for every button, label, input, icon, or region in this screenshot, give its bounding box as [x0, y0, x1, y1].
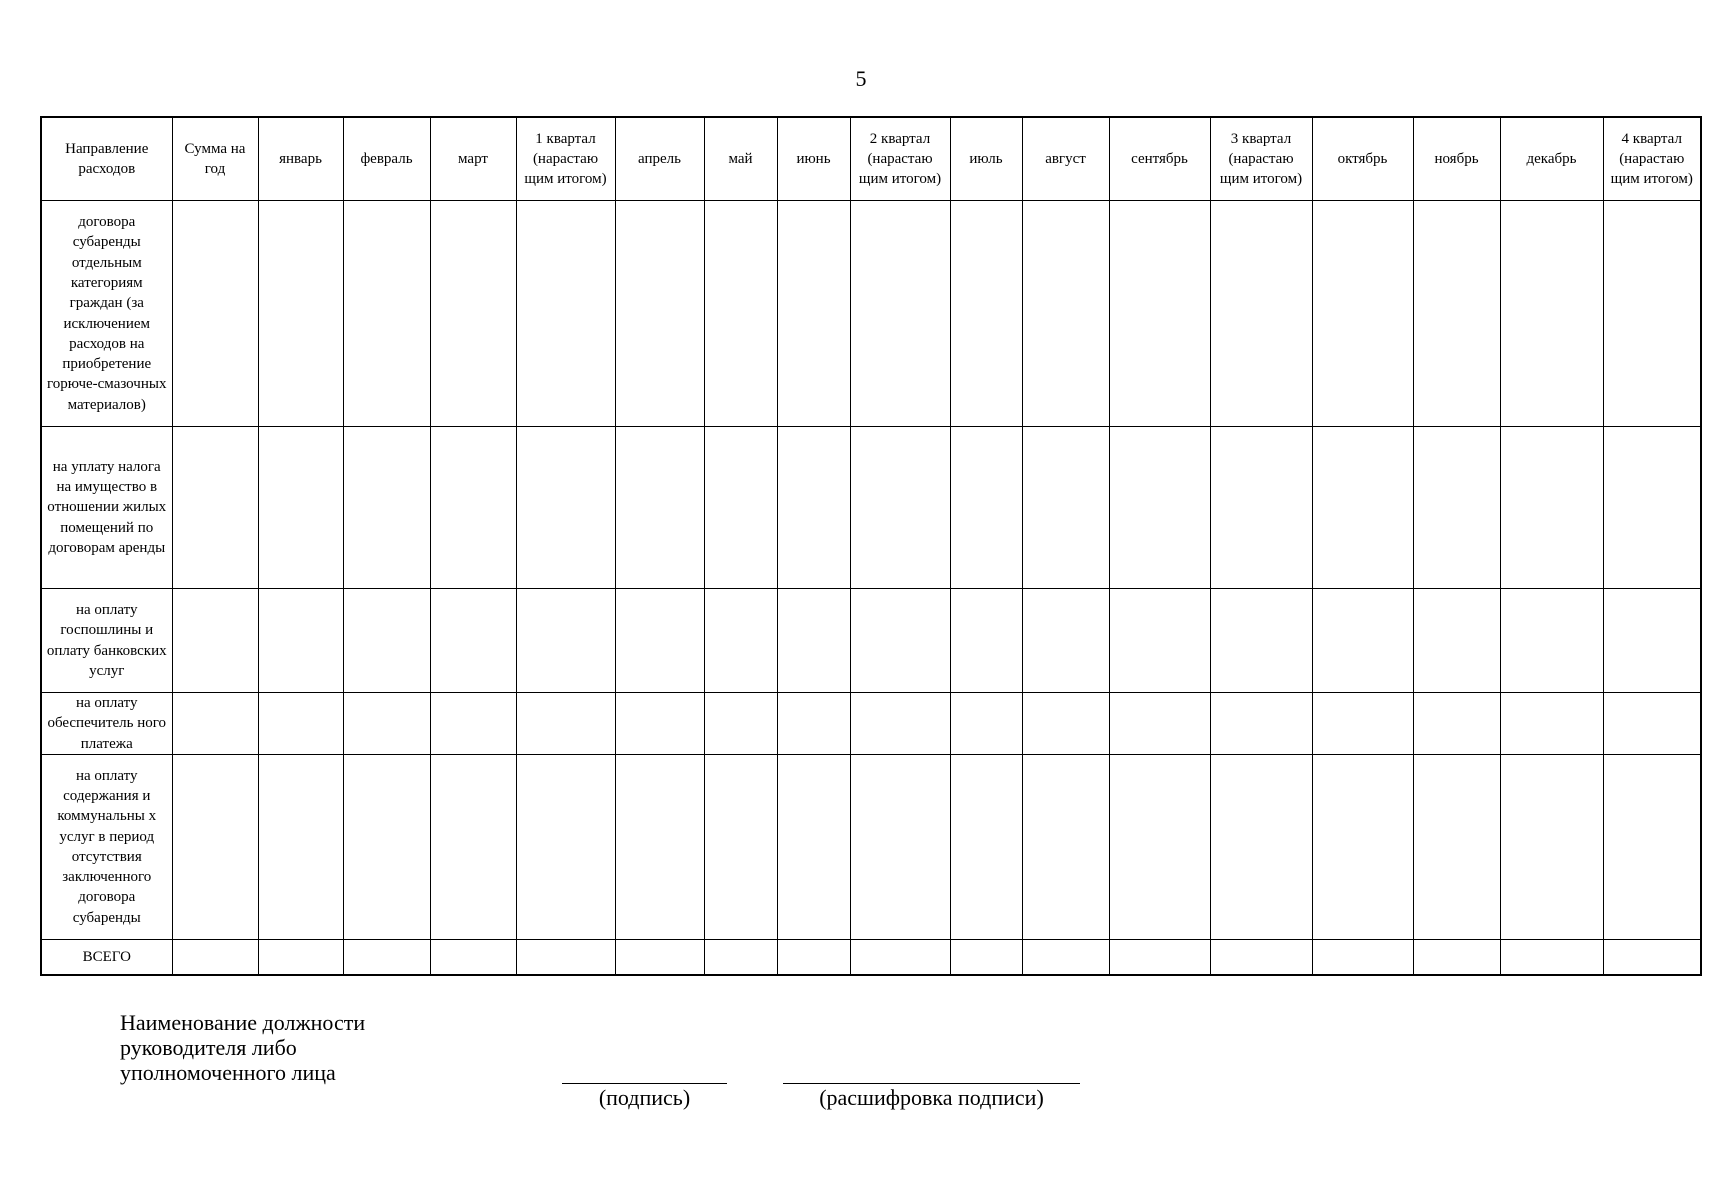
- table-cell: [516, 754, 615, 939]
- signature-decoding-line: [783, 1083, 1080, 1084]
- table-cell: [850, 939, 950, 975]
- header-cell-january: январь: [258, 117, 343, 201]
- header-cell-february: февраль: [343, 117, 430, 201]
- table-cell: [1413, 201, 1500, 427]
- header-cell-october: октябрь: [1312, 117, 1413, 201]
- table-cell: [1109, 939, 1210, 975]
- table-cell: [1312, 201, 1413, 427]
- table-cell: [777, 201, 850, 427]
- table-cell: [343, 939, 430, 975]
- header-cell-november: ноябрь: [1413, 117, 1500, 201]
- position-line: уполномоченного лица: [120, 1060, 336, 1085]
- table-cell: [343, 754, 430, 939]
- table-cell: [704, 693, 777, 755]
- table-cell: [615, 939, 704, 975]
- row-label: ВСЕГО: [41, 939, 172, 975]
- table-cell: [1210, 693, 1312, 755]
- table-row: [41, 589, 1701, 693]
- table-cell: [1109, 693, 1210, 755]
- table-cell: [615, 754, 704, 939]
- table-cell: [850, 589, 950, 693]
- table-cell: [704, 201, 777, 427]
- signatory-position-label: [120, 1010, 365, 1085]
- table-cell: [850, 427, 950, 589]
- table-cell: [172, 201, 258, 427]
- table-cell: [1109, 201, 1210, 427]
- table-cell: [1312, 754, 1413, 939]
- table-cell: [1413, 693, 1500, 755]
- table-cell: [1210, 427, 1312, 589]
- table-cell: [1210, 939, 1312, 975]
- table-row: [41, 939, 1701, 975]
- table-cell: [704, 427, 777, 589]
- expense-plan-table: [40, 116, 1702, 976]
- table-cell: [1022, 754, 1109, 939]
- header-cell-september: сентябрь: [1109, 117, 1210, 201]
- table-cell: [1312, 939, 1413, 975]
- table-cell: [1500, 201, 1603, 427]
- table-cell: [430, 754, 516, 939]
- table-cell: [430, 939, 516, 975]
- table-cell: [615, 201, 704, 427]
- table-row: [41, 693, 1701, 755]
- table-cell: [172, 589, 258, 693]
- table-cell: [850, 754, 950, 939]
- table-cell: [1210, 201, 1312, 427]
- page-number: 5: [855, 66, 867, 91]
- table-cell: [516, 939, 615, 975]
- table-cell: [1500, 427, 1603, 589]
- table-cell: [1022, 427, 1109, 589]
- header-row: [41, 117, 1701, 201]
- table-cell: [343, 589, 430, 693]
- table-cell: [615, 589, 704, 693]
- table-cell: [950, 427, 1022, 589]
- header-cell-q2: 2 квартал (нарастаю щим итогом): [850, 117, 950, 201]
- table-cell: [172, 754, 258, 939]
- table-cell: [950, 589, 1022, 693]
- position-line: руководителя либо: [120, 1035, 297, 1060]
- table-cell: [516, 693, 615, 755]
- table-cell: [1413, 754, 1500, 939]
- table-cell: [704, 589, 777, 693]
- table-cell: [615, 427, 704, 589]
- row-label: на оплату госпошлины и оплату банковских услуг: [41, 589, 172, 693]
- table-cell: [1603, 754, 1701, 939]
- row-label: на оплату содержания и коммунальны х услуг в период отсутствия заключенного договора субаренды: [41, 754, 172, 939]
- table-cell: [516, 427, 615, 589]
- table-cell: [1413, 589, 1500, 693]
- table-cell: [1500, 939, 1603, 975]
- table-cell: [777, 939, 850, 975]
- table-cell: [516, 201, 615, 427]
- table-cell: [516, 589, 615, 693]
- header-cell-june: июнь: [777, 117, 850, 201]
- row-label: на оплату обеспечитель ного платежа: [41, 693, 172, 755]
- table-cell: [1312, 427, 1413, 589]
- header-cell-december: декабрь: [1500, 117, 1603, 201]
- row-label: договора субаренды отдельным категориям граждан (за исключением расходов на приобретение горюче-смазочных материалов): [41, 201, 172, 427]
- table-cell: [1413, 427, 1500, 589]
- position-line: Наименование должности: [120, 1010, 366, 1035]
- row-label: на уплату налога на имущество в отношении жилых помещений по договорам аренды: [41, 427, 172, 589]
- table-cell: [1109, 754, 1210, 939]
- table-row: [41, 427, 1701, 589]
- header-cell-direction: Направление расходов: [41, 117, 172, 201]
- table-cell: [1603, 427, 1701, 589]
- table-cell: [430, 693, 516, 755]
- header-cell-q1: 1 квартал (нарастаю щим итогом): [516, 117, 615, 201]
- header-cell-year-sum: Сумма на год: [172, 117, 258, 201]
- table-cell: [258, 201, 343, 427]
- table-cell: [950, 201, 1022, 427]
- table-cell: [258, 589, 343, 693]
- table-body: [41, 201, 1701, 975]
- table-cell: [1500, 589, 1603, 693]
- table-row: [41, 201, 1701, 427]
- table-cell: [1603, 693, 1701, 755]
- table-cell: [1109, 427, 1210, 589]
- table-cell: [704, 754, 777, 939]
- table-cell: [258, 427, 343, 589]
- table-cell: [777, 693, 850, 755]
- table-cell: [950, 939, 1022, 975]
- table-cell: [850, 201, 950, 427]
- table-cell: [777, 754, 850, 939]
- header-cell-q4: 4 квартал (нарастаю щим итогом): [1603, 117, 1701, 201]
- table-cell: [1312, 693, 1413, 755]
- table-cell: [777, 589, 850, 693]
- table-cell: [1210, 754, 1312, 939]
- header-cell-august: август: [1022, 117, 1109, 201]
- table-cell: [172, 693, 258, 755]
- table-cell: [777, 427, 850, 589]
- header-cell-may: май: [704, 117, 777, 201]
- table-cell: [1022, 589, 1109, 693]
- table-cell: [950, 693, 1022, 755]
- table-cell: [1109, 589, 1210, 693]
- table-cell: [1022, 939, 1109, 975]
- table-cell: [258, 693, 343, 755]
- table-cell: [258, 939, 343, 975]
- header-cell-q3: 3 квартал (нарастаю щим итогом): [1210, 117, 1312, 201]
- table-cell: [343, 427, 430, 589]
- signature-caption: (подпись): [598, 1085, 691, 1110]
- header-cell-april: апрель: [615, 117, 704, 201]
- table-cell: [704, 939, 777, 975]
- header-cell-july: июль: [950, 117, 1022, 201]
- table-cell: [1022, 693, 1109, 755]
- table-cell: [615, 693, 704, 755]
- table-cell: [1312, 589, 1413, 693]
- table-cell: [1603, 589, 1701, 693]
- table-cell: [258, 754, 343, 939]
- table-cell: [1500, 693, 1603, 755]
- signature-line: [562, 1083, 727, 1084]
- table-cell: [1500, 754, 1603, 939]
- table-cell: [950, 754, 1022, 939]
- table-cell: [1022, 201, 1109, 427]
- table-row: [41, 754, 1701, 939]
- table-cell: [430, 427, 516, 589]
- table-cell: [172, 939, 258, 975]
- table-cell: [1603, 201, 1701, 427]
- table-cell: [850, 693, 950, 755]
- signature-decoding-caption: (расшифровка подписи): [819, 1085, 1044, 1110]
- table-cell: [343, 201, 430, 427]
- table-cell: [1210, 589, 1312, 693]
- table-cell: [343, 693, 430, 755]
- table-cell: [1603, 939, 1701, 975]
- table-cell: [430, 201, 516, 427]
- table-cell: [1413, 939, 1500, 975]
- table-cell: [172, 427, 258, 589]
- table-cell: [430, 589, 516, 693]
- header-cell-march: март: [430, 117, 516, 201]
